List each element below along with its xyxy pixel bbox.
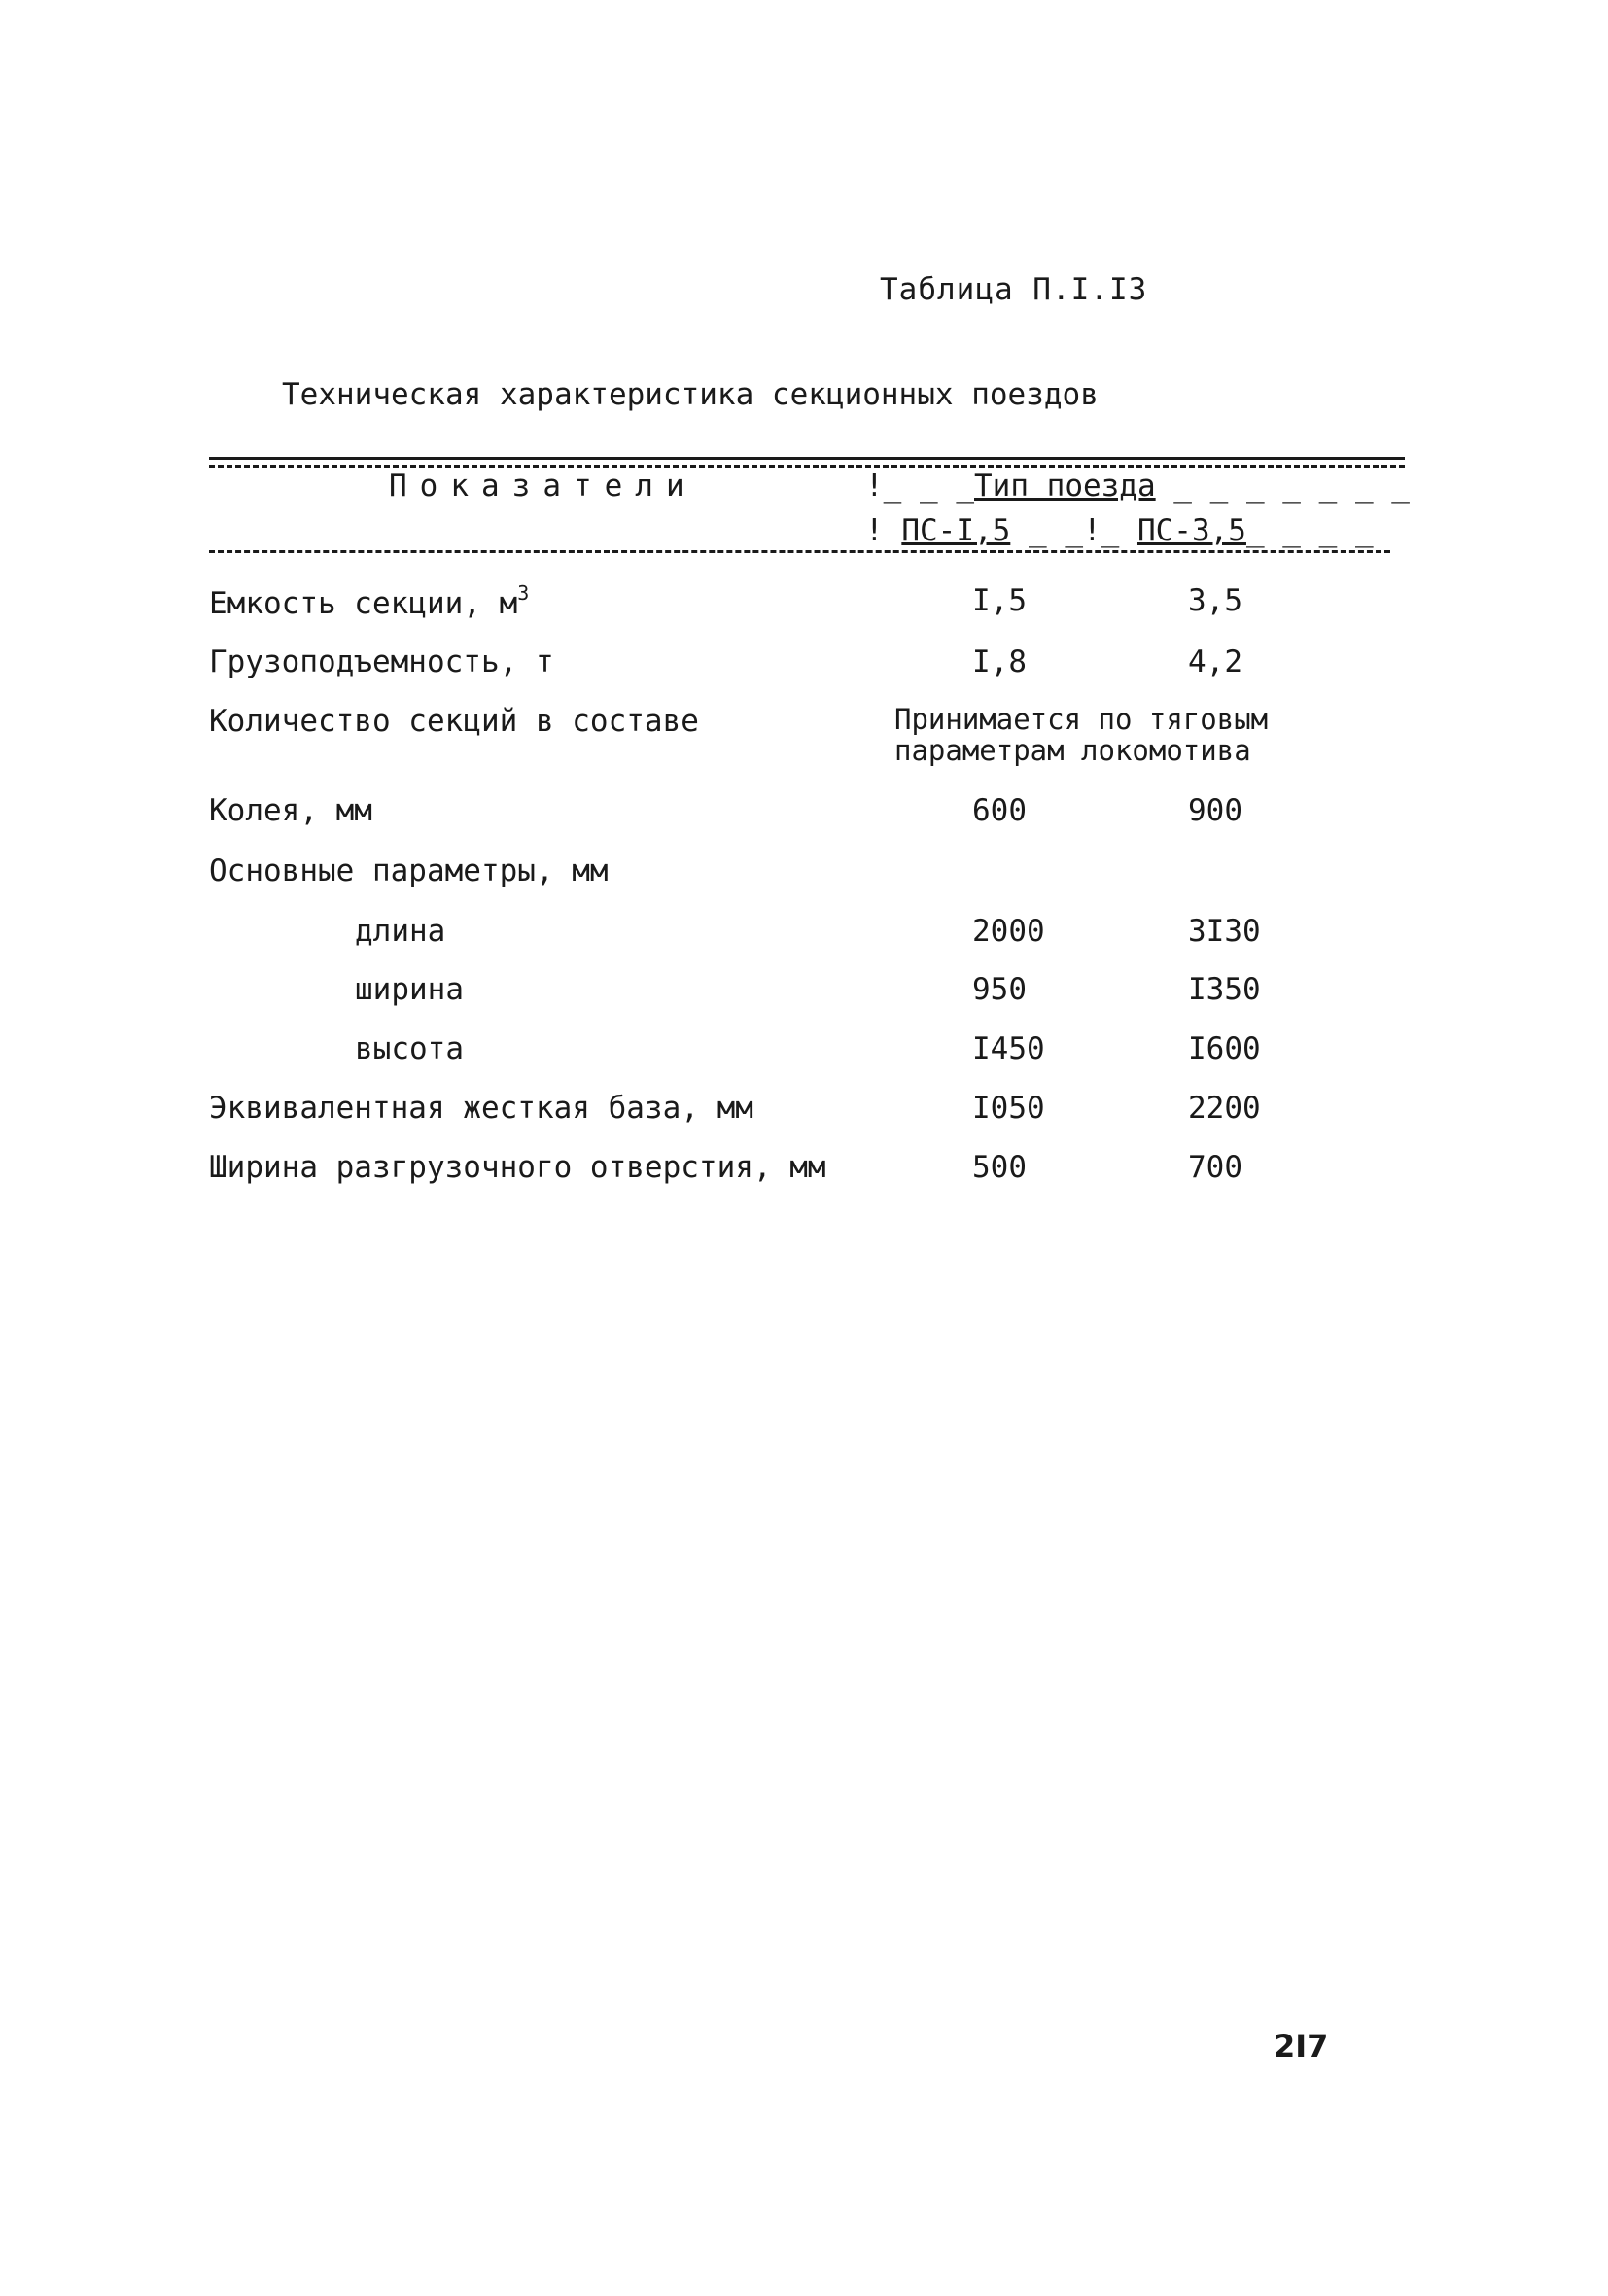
row-value-b: 2200 [1188, 1091, 1261, 1126]
header-dash-fill: _ _ _ [883, 469, 974, 504]
row-value-b: 4,2 [1188, 644, 1242, 679]
row-value-a: 2000 [972, 914, 1045, 949]
header-col-b: ПС-3,5 [1136, 513, 1246, 548]
row-value-b: I600 [1188, 1031, 1261, 1066]
row-label-discharge-width: Ширина разгрузочного отверстия, мм [209, 1150, 826, 1185]
table-label: Таблица П.I.I3 [880, 272, 1148, 307]
header-bottom-dashed-rule [209, 550, 1390, 553]
row-label-sections: Количество секций в составе [209, 704, 699, 739]
row-label-wheelbase: Эквивалентная жесткая база, мм [209, 1091, 753, 1126]
header-train-type [865, 469, 1410, 504]
header-subcolumns [865, 513, 1374, 548]
row-label-capacity: Емкость секции, $м^3$ [209, 581, 530, 621]
header-divider-mark: ! [865, 469, 884, 504]
row-value-b: 700 [1188, 1150, 1242, 1185]
row-label-main-params: Основные параметры, мм [209, 853, 609, 888]
row-label-width: ширина [355, 972, 464, 1007]
row-value-a: 600 [972, 793, 1027, 828]
header-dash-fill-right: _ _ _ _ _ _ _ [1155, 469, 1410, 504]
subheader-divider-mark: ! [865, 513, 884, 548]
header-col-a: ПС-I,5 [901, 513, 1011, 548]
row-label-length: длина [355, 914, 446, 949]
row-value-a: 500 [972, 1150, 1027, 1185]
subheader-dash-fill: _ _!_ [1010, 513, 1137, 548]
row-value-b: 3,5 [1188, 583, 1242, 618]
table-caption: Техническая характеристика секционных поездов [282, 377, 1099, 412]
row-value-a: I,8 [972, 644, 1027, 679]
row-value-b: I350 [1188, 972, 1261, 1007]
row-value-b: 3I30 [1188, 914, 1261, 949]
row-value-a: 950 [972, 972, 1027, 1007]
row-label-gauge: Колея, мм [209, 793, 372, 828]
row-value-a: I050 [972, 1091, 1045, 1126]
row-value-a: I,5 [972, 583, 1027, 618]
table-top-dashed-rule [209, 465, 1405, 468]
subheader-dash-fill-right: _ _ _ _ [1245, 513, 1374, 548]
header-group-label: Тип поезда [974, 469, 1156, 504]
row-label-load: Грузоподъемность, т [209, 644, 554, 679]
header-indicators: Показатели [389, 469, 697, 504]
row-value-b: 900 [1188, 793, 1242, 828]
page-number: 2I7 [1274, 2028, 1329, 2065]
row-label-height: высота [355, 1031, 464, 1066]
table-top-rule [209, 457, 1405, 460]
row-value-a: I450 [972, 1031, 1045, 1066]
row-note-sections: Принимается по тяговым параметрам локомотива [894, 703, 1269, 767]
